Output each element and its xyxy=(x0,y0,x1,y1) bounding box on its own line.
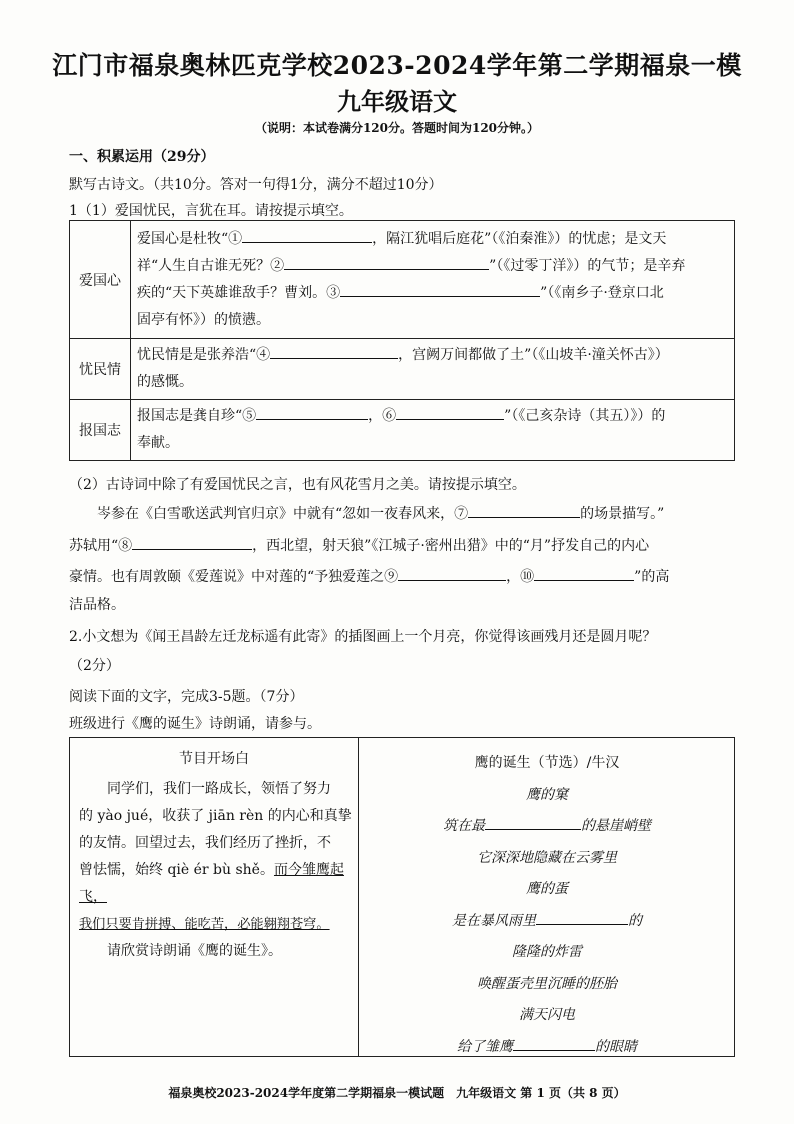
text-segment: 给了雏鹰 xyxy=(457,1038,513,1055)
answer-blank[interactable] xyxy=(340,282,540,297)
poem-line: 鹰的蛋 xyxy=(526,881,568,897)
poem-line: 它深深地隐藏在云雾里 xyxy=(477,849,617,866)
text-segment: 忧民情是是张养浩“④ xyxy=(137,347,271,363)
text-segment: ”（《过零丁洋》）的气节；是辛弃 xyxy=(489,257,686,274)
row-category: 忧民情 xyxy=(70,339,131,400)
section-intro: 默写古诗文。（共10分。答对一句得1分，满分不超过10分） xyxy=(69,177,443,193)
row-category: 报国志 xyxy=(70,400,131,461)
opening-remarks-text xyxy=(79,776,355,965)
text-segment: 爱国心是杜牧“① xyxy=(137,230,243,247)
text-segment: ”（《南乡子·登京口北 xyxy=(540,284,664,301)
text-segment: 固亭有怀》）的愤懑。 xyxy=(137,311,270,328)
paragraph-line xyxy=(69,566,669,586)
question-2: 2.小文想为《闻王昌龄左迁龙标遥有此寄》的插图画上一个月亮，你觉得该画残月还是圆月呢？ xyxy=(69,629,657,645)
text-segment: ”的高 xyxy=(634,569,670,585)
text-segment: ，隔江犹唱后庭花”（《泊秦淮》）的忧虑；是文天 xyxy=(372,230,667,247)
text-segment: 奉献。 xyxy=(137,435,179,451)
text-segment: 的眼睛 xyxy=(595,1038,637,1055)
poem-line xyxy=(360,906,734,938)
text-segment: 曾怯懦，始终 qiè ér bù shě。 xyxy=(79,862,274,878)
text-segment: 的感慨。 xyxy=(137,374,193,390)
answer-blank[interactable] xyxy=(242,228,372,243)
paragraph-line xyxy=(97,503,664,523)
text-segment: 祥“人生自古谁无死？② xyxy=(137,257,285,274)
text-segment: 豪情。也有周敦颐《爱莲说》中对莲的“予独爱莲之⑨ xyxy=(69,569,399,585)
answer-blank[interactable] xyxy=(398,566,506,581)
poem-panel xyxy=(360,738,734,1056)
answer-blank[interactable] xyxy=(513,1036,595,1051)
opening-remarks-panel xyxy=(70,738,359,1056)
table-row xyxy=(70,221,735,339)
remarks-line: 的 yào jué，收获了 jiān rèn 的内心和真挚 xyxy=(79,808,352,824)
text-segment: 报国志是龚自珍“⑤ xyxy=(137,408,257,424)
answer-blank[interactable] xyxy=(536,910,628,925)
row-text xyxy=(131,400,735,461)
remarks-line: 的友情。回望过去，我们经历了挫折，不 xyxy=(79,835,331,851)
text-segment: 疾的“天下英雄谁敌手？曹刘。③ xyxy=(137,284,341,301)
section-heading: 一、积累运用（29分） xyxy=(69,149,215,165)
question-2-points: （2分） xyxy=(69,658,120,674)
text-segment: 岑参在《白雪歌送武判官归京》中就有“忽如一夜春风来，⑦ xyxy=(97,506,469,522)
answer-blank[interactable] xyxy=(132,535,252,550)
text-segment: 的悬崖峭壁 xyxy=(581,818,651,834)
remarks-line: 同学们，我们一路成长，领悟了努力 xyxy=(107,781,331,797)
poem-line: 鹰的窠 xyxy=(526,786,568,803)
underlined-sentence: 我们只要肯拼搏、能吃苦，必能翱翔苍穹。 xyxy=(79,917,330,932)
poem-line: 满天闪电 xyxy=(519,1007,575,1023)
question-1-1: 1（1）爱国忧民，言犹在耳。请按提示填空。 xyxy=(69,203,353,219)
row-text xyxy=(131,221,735,339)
answer-blank[interactable] xyxy=(396,405,504,420)
paragraph-line: 洁品格。 xyxy=(69,597,125,613)
underlined-sentence: 而今雏鹰起飞， xyxy=(79,862,344,905)
poem xyxy=(360,748,734,1063)
reading-instruction: 阅读下面的文字，完成3-5题。（7分） xyxy=(69,689,304,705)
dictation-table xyxy=(69,220,735,461)
answer-blank[interactable] xyxy=(468,503,580,518)
text-segment: ，宫阙万间都做了土”（《山坡羊·潼关怀古》） xyxy=(398,347,669,363)
exam-subtitle: 九年级语文 xyxy=(337,87,457,116)
text-segment: ，西北望，射天狼”《江城子·密州出猎》中的“月”抒发自己的内心 xyxy=(252,538,650,554)
table-row xyxy=(70,400,735,461)
opening-remarks-title: 节目开场白 xyxy=(179,751,249,767)
answer-blank[interactable] xyxy=(284,255,489,270)
text-segment: 是在暴风雨里 xyxy=(452,912,536,929)
text-segment: 的场景描写。” xyxy=(580,506,665,522)
text-segment: 的 xyxy=(628,912,642,929)
text-segment: ，⑩ xyxy=(506,569,535,585)
reading-context: 班级进行《鹰的诞生》诗朗诵，请参与。 xyxy=(69,716,321,732)
answer-blank[interactable] xyxy=(485,815,581,830)
exam-title: 江门市福泉奥林匹克学校2023-2024学年第二学期福泉一模 xyxy=(52,51,742,80)
page-footer: 福泉奥校2023-2024学年度第二学期福泉一模试题 九年级语文 第 1 页（共 8 页） xyxy=(168,1086,626,1100)
poem-line: 隆隆的炸雷 xyxy=(512,944,582,960)
answer-blank[interactable] xyxy=(534,566,634,581)
remarks-line xyxy=(79,857,355,911)
remarks-line: 请欣赏诗朗诵《鹰的诞生》。 xyxy=(107,943,282,959)
poem-line xyxy=(360,1032,734,1064)
row-text xyxy=(131,339,735,400)
poem-line: 唤醒蛋壳里沉睡的胚胎 xyxy=(477,975,617,992)
answer-blank[interactable] xyxy=(256,405,368,420)
poem-line xyxy=(360,811,734,843)
exam-note: （说明：本试卷满分120分。答题时间为120分钟。） xyxy=(254,121,540,135)
reading-material-box xyxy=(69,737,735,1057)
text-segment: ”（《己亥杂诗（其五）》）的 xyxy=(504,408,666,424)
paragraph-line xyxy=(69,535,649,555)
table-row xyxy=(70,339,735,400)
poem-title: 鹰的诞生（节选）/牛汉 xyxy=(474,755,620,771)
question-1-2: （2）古诗词中除了有爱国忧民之言，也有风花雪月之美。请按提示填空。 xyxy=(69,477,526,493)
row-category: 爱国心 xyxy=(70,221,131,339)
answer-blank[interactable] xyxy=(270,344,398,359)
text-segment: ，⑥ xyxy=(368,408,397,424)
text-segment: 苏轼用“⑧ xyxy=(69,538,133,554)
text-segment: 筑在最 xyxy=(443,818,485,834)
